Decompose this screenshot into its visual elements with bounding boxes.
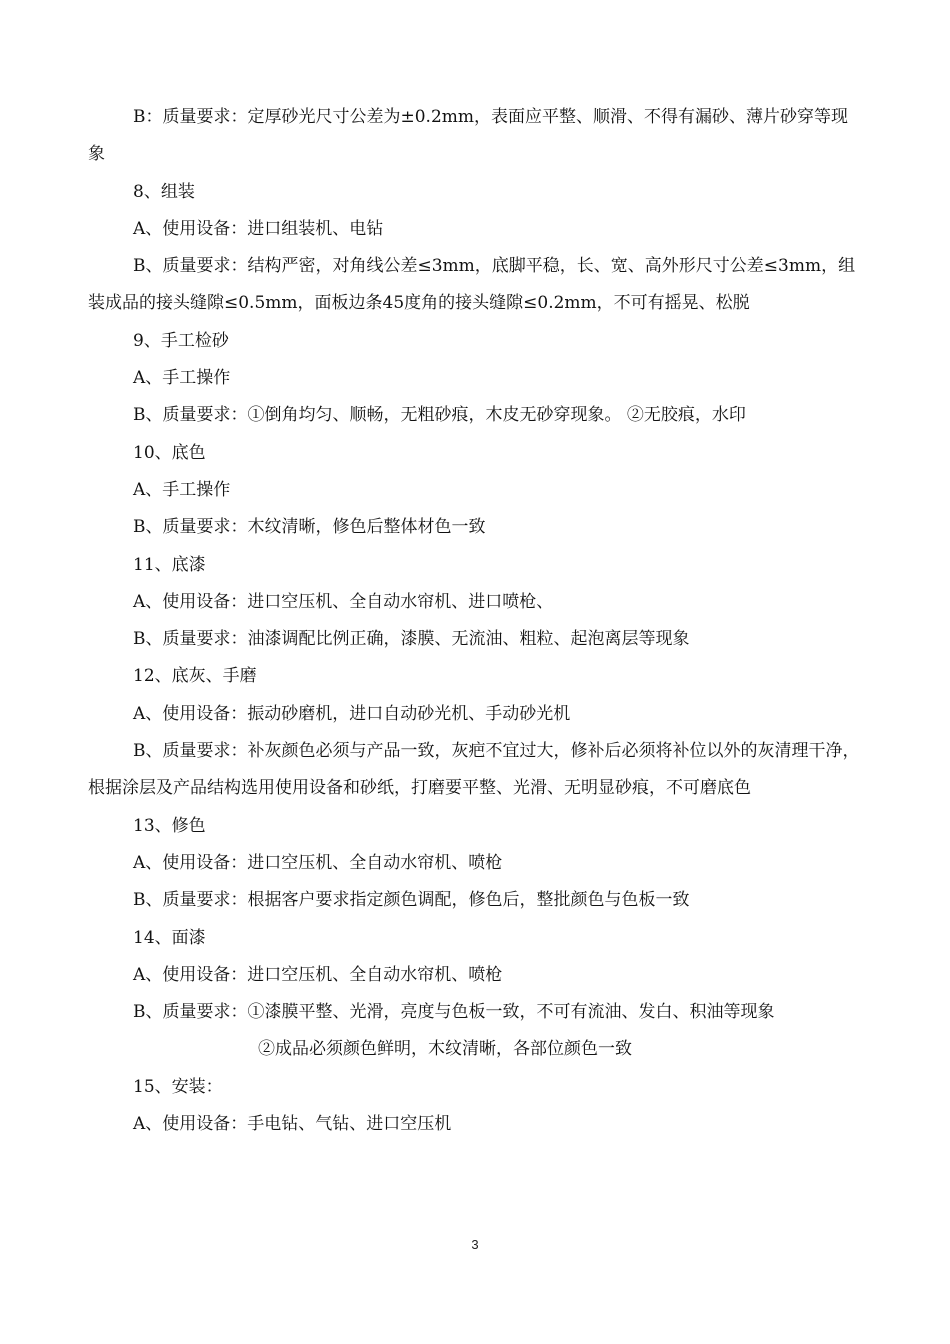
section-heading: 14、面漆 (133, 927, 206, 948)
section-heading: 13、修色 (133, 815, 206, 836)
paragraph: B、质量要求：根据客户要求指定颜色调配，修色后，整批颜色与色板一致 (133, 890, 690, 911)
paragraph: B：质量要求：定厚砂光尺寸公差为±0.2mm，表面应平整、顺滑、不得有漏砂、薄片砂穿等现象 (88, 107, 849, 165)
section-heading: 12、底灰、手磨 (133, 666, 257, 687)
section-heading: 15、安装： (133, 1076, 223, 1097)
section-heading: 11、底漆 (133, 554, 206, 575)
section-heading: 10、底色 (133, 442, 206, 463)
section-heading: 8、组装 (133, 181, 195, 202)
paragraph: A、使用设备：振动砂磨机，进口自动砂光机、手动砂光机 (133, 703, 571, 724)
paragraph: B、质量要求：木纹清晰，修色后整体材色一致 (133, 517, 486, 538)
paragraph: B、质量要求：①漆膜平整、光滑，亮度与色板一致，不可有流油、发白、积油等现象 (133, 1002, 775, 1023)
paragraph: A、手工操作 (133, 368, 231, 389)
paragraph: B、质量要求：结构严密，对角线公差≤3mm，底脚平稳，长、宽、高外形尺寸公差≤3mm，组装成品的接头缝隙≤0.5mm，面板边条45度角的接头缝隙≤0.2mm，不可有摇晃、松脱 (88, 256, 856, 314)
document-body (88, 99, 863, 1143)
section-heading: 9、手工检砂 (133, 330, 229, 351)
paragraph: A、使用设备：手电钻、气钻、进口空压机 (133, 1114, 452, 1135)
paragraph: A、手工操作 (133, 479, 231, 500)
paragraph: B、质量要求：油漆调配比例正确，漆膜、无流油、粗粒、起泡离层等现象 (133, 629, 690, 650)
paragraph: A、使用设备：进口空压机、全自动水帘机、喷枪 (133, 852, 503, 873)
paragraph-continuation: ②成品必须颜色鲜明，木纹清晰，各部位颜色一致 (258, 1039, 632, 1060)
paragraph: A、使用设备：进口空压机、全自动水帘机、进口喷枪、 (133, 591, 554, 612)
paragraph: A、使用设备：进口空压机、全自动水帘机、喷枪 (133, 964, 503, 985)
page-number: 3 (471, 1237, 479, 1252)
paragraph: B、质量要求：①倒角均匀、顺畅，无粗砂痕，木皮无砂穿现象。 ②无胶痕，水印 (133, 405, 746, 426)
paragraph: B、质量要求：补灰颜色必须与产品一致，灰疤不宜过大，修补后必须将补位以外的灰清理干净，根据涂层及产品结构选用使用设备和砂纸，打磨要平整、光滑、无明显砂痕，不可磨底色 (88, 741, 860, 799)
paragraph: A、使用设备：进口组装机、电钻 (133, 218, 384, 239)
